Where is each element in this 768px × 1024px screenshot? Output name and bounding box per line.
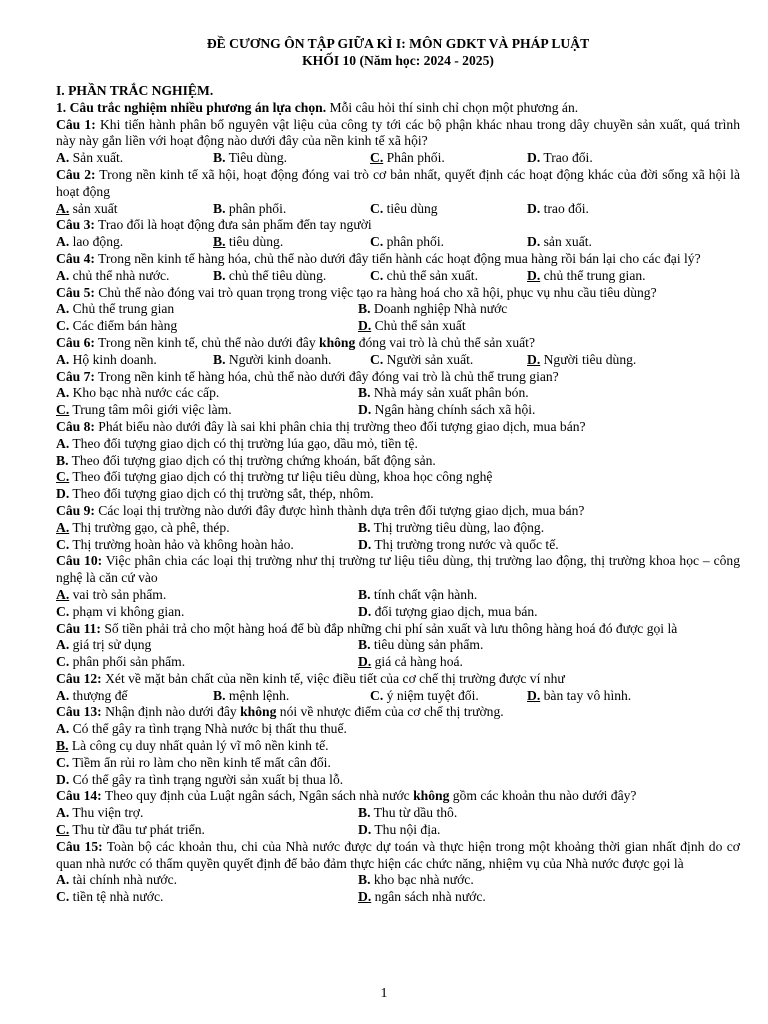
question-text xyxy=(56,167,740,201)
option-text: tiêu dùng. xyxy=(225,234,284,250)
option-text: đối tượng giao dịch, mua bán. xyxy=(371,603,538,619)
question-emphasis: không xyxy=(240,704,277,720)
option-text: Trao đổi. xyxy=(540,150,593,166)
answer-option xyxy=(527,688,631,705)
option-text: Thu từ dầu thô. xyxy=(370,805,458,821)
question-stem: gồm các khoản thu nào dưới đây? xyxy=(449,788,637,804)
option-letter: B. xyxy=(358,637,371,653)
option-letter: C. xyxy=(56,754,70,770)
answer-option xyxy=(56,604,358,621)
option-text: Kho bạc nhà nước các cấp. xyxy=(69,385,220,401)
option-letter: C. xyxy=(370,200,384,216)
answer-option-row xyxy=(56,805,740,822)
option-letter: C. xyxy=(56,469,70,485)
question-block xyxy=(56,839,740,906)
option-letter: D. xyxy=(358,654,372,670)
answer-option xyxy=(358,318,466,335)
option-text: Phân phối. xyxy=(383,150,445,166)
option-text: Thị trường gạo, cà phê, thép. xyxy=(69,519,230,535)
answer-option xyxy=(527,268,646,285)
question-stem: Phát biểu nào dưới đây là sai khi phân chia thị trường theo đối tượng giao dịch, mua bán? xyxy=(94,418,586,434)
option-text: Người kinh doanh. xyxy=(225,351,332,367)
option-letter: C. xyxy=(56,603,70,619)
option-text: Hộ kinh doanh. xyxy=(69,351,157,367)
question-text xyxy=(56,704,740,721)
answer-option xyxy=(527,201,589,218)
answer-option xyxy=(56,402,358,419)
answer-option-row xyxy=(56,604,740,621)
option-text: Các điểm bán hàng xyxy=(69,318,178,334)
question-block xyxy=(56,217,740,251)
answer-option xyxy=(56,301,358,318)
question-stem: Toàn bộ các khoản thu, chi của Nhà nước được dự toán và thực hiện trong một khoảng thời gian nhất định do cơ quan nhà nước có thẩm quyền quyết định để bảo đảm thực hiện các chức năng, nhiệm vụ của Nhà nước được gọi là xyxy=(56,838,740,871)
option-text: Chủ thể trung gian xyxy=(69,301,175,317)
option-text: Thu nội địa. xyxy=(371,822,441,838)
answer-option xyxy=(56,268,213,285)
option-letter: A. xyxy=(56,805,70,821)
option-text: Thu từ đầu tư phát triển. xyxy=(69,822,205,838)
option-letter: D. xyxy=(358,536,372,552)
option-letter: D. xyxy=(358,822,372,838)
question-block xyxy=(56,167,740,217)
option-letter: D. xyxy=(358,402,372,418)
answer-options xyxy=(56,721,740,788)
option-letter: B. xyxy=(358,586,371,602)
answer-options xyxy=(56,201,740,218)
option-letter: A. xyxy=(56,721,70,737)
question-stem: nói về nhược điểm của cơ chế thị trường. xyxy=(276,704,504,720)
question-label: Câu 15: xyxy=(56,838,103,854)
option-text: ngân sách nhà nước. xyxy=(371,889,486,905)
answer-option xyxy=(56,352,213,369)
answer-option xyxy=(56,637,358,654)
option-text: tiêu dùng xyxy=(383,200,438,216)
answer-option-row xyxy=(56,889,740,906)
option-text: Nhà máy sản xuất phân bón. xyxy=(370,385,529,401)
question-label: Câu 12: xyxy=(56,670,102,686)
answer-option xyxy=(56,469,740,486)
option-letter: B. xyxy=(213,234,226,250)
answer-option xyxy=(358,385,529,402)
answer-option xyxy=(56,738,740,755)
question-text xyxy=(56,251,740,268)
answer-option xyxy=(56,721,740,738)
answer-option xyxy=(56,755,740,772)
question-stem: Theo quy định của Luật ngân sách, Ngân sách nhà nước xyxy=(101,788,414,804)
question-stem: Trong nền kinh tế hàng hóa, chủ thể nào dưới đây đóng vai trò là chủ thể trung gian? xyxy=(94,368,559,384)
document-content xyxy=(56,35,740,906)
option-text: tiền tệ nhà nước. xyxy=(69,889,164,905)
question-emphasis: không xyxy=(319,334,356,350)
option-letter: A. xyxy=(56,687,70,703)
option-text: phân phối sản phẩm. xyxy=(69,654,186,670)
question-stem: Trong nền kinh tế, chủ thể nào dưới đây xyxy=(94,334,320,350)
option-letter: C. xyxy=(370,150,384,166)
option-text: Thu viện trợ. xyxy=(69,805,144,821)
option-text: Doanh nghiệp Nhà nước xyxy=(370,301,508,317)
option-letter: A. xyxy=(56,150,70,166)
option-text: Thị trường hoàn hảo và không hoàn hảo. xyxy=(69,536,294,552)
question-stem: Xét về mặt bản chất của nền kinh tế, việc điều tiết của cơ chế thị trường được ví như xyxy=(101,670,565,686)
question-label: Câu 8: xyxy=(56,418,95,434)
question-text xyxy=(56,217,740,234)
question-block xyxy=(56,788,740,838)
option-letter: C. xyxy=(370,267,384,283)
option-letter: A. xyxy=(56,872,70,888)
answer-options xyxy=(56,352,740,369)
question-text xyxy=(56,671,740,688)
option-letter: D. xyxy=(358,603,372,619)
answer-option xyxy=(56,872,358,889)
answer-option-row xyxy=(56,318,740,335)
option-text: tài chính nhà nước. xyxy=(69,872,178,888)
answer-option xyxy=(56,385,358,402)
answer-option xyxy=(370,234,527,251)
option-letter: B. xyxy=(213,351,226,367)
answer-option xyxy=(56,520,358,537)
question-stem: Chủ thể nào đóng vai trò quan trọng trong việc tạo ra hàng hoá cho xã hội, phục vụ nhu cầu tiêu dùng? xyxy=(94,284,657,300)
answer-option xyxy=(358,537,559,554)
option-letter: D. xyxy=(527,150,541,166)
question-block xyxy=(56,419,740,503)
question-label: Câu 11: xyxy=(56,620,101,636)
answer-option xyxy=(358,822,440,839)
answer-option xyxy=(56,318,358,335)
option-letter: B. xyxy=(213,267,226,283)
option-text: sản xuất. xyxy=(540,234,592,250)
option-letter: B. xyxy=(358,301,371,317)
answer-option xyxy=(213,201,370,218)
answer-option-row xyxy=(56,301,740,318)
answer-option xyxy=(56,688,213,705)
option-letter: B. xyxy=(56,738,69,754)
option-letter: D. xyxy=(527,200,541,216)
answer-option xyxy=(370,150,527,167)
option-letter: C. xyxy=(56,402,70,418)
answer-option xyxy=(56,889,358,906)
document-title: ĐỀ CƯƠNG ÔN TẬP GIỮA KÌ I: MÔN GDKT VÀ PHÁP LUẬT xyxy=(206,36,590,51)
answer-option xyxy=(213,352,370,369)
option-text: phân phối. xyxy=(225,200,287,216)
question-stem: Các loại thị trường nào dưới đây được hình thành dựa trên đối tượng giao dịch, mua bán? xyxy=(94,502,585,518)
option-letter: D. xyxy=(527,351,541,367)
option-text: Ngân hàng chính sách xã hội. xyxy=(371,402,536,418)
question-text xyxy=(56,503,740,520)
question-block xyxy=(56,503,740,553)
question-text xyxy=(56,285,740,302)
question-block xyxy=(56,553,740,620)
answer-option xyxy=(370,201,527,218)
question-block xyxy=(56,621,740,671)
question-block xyxy=(56,251,740,285)
question-label: Câu 14: xyxy=(56,788,102,804)
option-text: Theo đối tượng giao dịch có thị trường chứng khoán, bất động sản. xyxy=(68,452,436,468)
option-text: Sản xuất. xyxy=(69,150,124,166)
answer-options xyxy=(56,234,740,251)
answer-option xyxy=(358,654,463,671)
answer-option xyxy=(358,604,538,621)
option-text: chủ thể sản xuất. xyxy=(383,267,478,283)
option-text: ý niệm tuyệt đối. xyxy=(383,687,479,703)
option-letter: C. xyxy=(56,654,70,670)
question-stem: Nhận định nào dưới đây xyxy=(101,704,241,720)
option-text: phân phối. xyxy=(383,234,445,250)
answer-option xyxy=(56,587,358,604)
question-block xyxy=(56,117,740,167)
question-block xyxy=(56,704,740,788)
answer-option xyxy=(213,268,370,285)
answer-option xyxy=(527,352,636,369)
answer-option xyxy=(358,520,544,537)
option-text: Trung tâm môi giới việc làm. xyxy=(69,402,232,418)
answer-option-row xyxy=(56,520,740,537)
answer-option xyxy=(213,234,370,251)
part-description: Mỗi câu hỏi thí sinh chỉ chọn một phương án. xyxy=(326,99,579,115)
option-text: phạm vi không gian. xyxy=(69,603,185,619)
answer-option xyxy=(56,654,358,671)
section-heading: I. PHẦN TRẮC NGHIỆM. xyxy=(56,83,214,98)
option-text: Theo đối tượng giao dịch có thị trường lúa gạo, dầu mỏ, tiền tệ. xyxy=(69,435,418,451)
option-text: trao đổi. xyxy=(540,200,589,216)
option-letter: C. xyxy=(56,889,70,905)
option-letter: C. xyxy=(56,318,70,334)
answer-option-row xyxy=(56,637,740,654)
option-text: Tiềm ẩn rủi ro làm cho nền kinh tế mất cân đối. xyxy=(69,754,331,770)
answer-option xyxy=(56,453,740,470)
option-letter: D. xyxy=(358,318,372,334)
option-text: Theo đối tượng giao dịch có thị trường sắt, thép, nhôm. xyxy=(69,486,374,502)
question-emphasis: không xyxy=(413,788,450,804)
question-label: Câu 6: xyxy=(56,334,95,350)
option-letter: C. xyxy=(370,351,384,367)
question-stem: Việc phân chia các loại thị trường như thị trường tư liệu tiêu dùng, thị trường lao động, thị trường khoa học – công nghệ là căn cứ vào xyxy=(56,553,740,586)
question-text xyxy=(56,419,740,436)
answer-options xyxy=(56,688,740,705)
option-text: Người sản xuất. xyxy=(383,351,474,367)
option-letter: B. xyxy=(213,200,226,216)
answer-option xyxy=(56,822,358,839)
answer-option xyxy=(56,234,213,251)
answer-option xyxy=(358,872,474,889)
answer-option xyxy=(213,150,370,167)
option-letter: A. xyxy=(56,637,70,653)
option-text: Thị trường trong nước và quốc tế. xyxy=(371,536,559,552)
option-letter: A. xyxy=(56,234,70,250)
option-letter: C. xyxy=(370,687,384,703)
question-block xyxy=(56,285,740,335)
answer-option xyxy=(56,436,740,453)
question-text xyxy=(56,788,740,805)
answer-options xyxy=(56,436,740,503)
answer-option xyxy=(56,537,358,554)
option-letter: A. xyxy=(56,267,70,283)
option-text: bàn tay vô hình. xyxy=(540,687,632,703)
option-letter: A. xyxy=(56,301,70,317)
option-letter: D. xyxy=(527,234,541,250)
question-label: Câu 1: xyxy=(56,116,96,132)
option-letter: D. xyxy=(358,889,372,905)
option-letter: A. xyxy=(56,385,70,401)
question-stem: Trong nền kinh tế xã hội, hoạt động đóng vai trò cơ bản nhất, quyết định các hoạt động khác của đời sống xã hội là hoạt động xyxy=(56,166,740,199)
question-block xyxy=(56,369,740,419)
answer-option xyxy=(370,268,527,285)
answer-option-row xyxy=(56,385,740,402)
question-label: Câu 5: xyxy=(56,284,95,300)
answer-option xyxy=(358,637,483,654)
option-text: sản xuất xyxy=(69,200,118,216)
question-stem: đóng vai trò là chủ thể sản xuất? xyxy=(355,334,535,350)
option-letter: A. xyxy=(56,519,70,535)
question-label: Câu 2: xyxy=(56,166,96,182)
question-list xyxy=(56,117,740,906)
option-letter: D. xyxy=(56,771,70,787)
answer-option xyxy=(527,234,592,251)
option-text: Thị trường tiêu dùng, lao động. xyxy=(370,519,545,535)
option-text: Chủ thể sản xuất xyxy=(371,318,466,334)
question-text xyxy=(56,369,740,386)
question-block xyxy=(56,671,740,705)
option-text: chủ thể nhà nước. xyxy=(69,267,170,283)
option-letter: B. xyxy=(213,150,226,166)
option-letter: A. xyxy=(56,200,70,216)
question-label: Câu 13: xyxy=(56,704,102,720)
answer-option xyxy=(358,587,477,604)
option-text: chủ thể tiêu dùng. xyxy=(225,267,327,283)
part-label: 1. Câu trắc nghiệm nhiều phương án lựa chọn. xyxy=(56,99,327,115)
option-text: tính chất vận hành. xyxy=(370,586,478,602)
option-letter: A. xyxy=(56,586,70,602)
question-text xyxy=(56,839,740,873)
option-letter: B. xyxy=(358,385,371,401)
question-label: Câu 10: xyxy=(56,553,103,569)
question-label: Câu 7: xyxy=(56,368,95,384)
answer-option xyxy=(56,201,213,218)
answer-option xyxy=(56,486,740,503)
option-letter: D. xyxy=(56,486,70,502)
option-text: kho bạc nhà nước. xyxy=(370,872,474,888)
question-label: Câu 9: xyxy=(56,502,95,518)
answer-options xyxy=(56,150,740,167)
option-letter: D. xyxy=(527,687,541,703)
answer-option xyxy=(370,352,527,369)
option-text: giá trị sử dụng xyxy=(69,637,152,653)
option-text: Là công cụ duy nhất quản lý vĩ mô nền kinh tế. xyxy=(68,738,329,754)
question-label: Câu 3: xyxy=(56,217,95,233)
question-stem: Trong nền kinh tế hàng hóa, chủ thể nào dưới đây tiến hành các hoạt động mua hàng rồi bán lại cho các đại lý? xyxy=(94,250,701,266)
option-text: thượng đế xyxy=(69,687,128,703)
answer-option xyxy=(358,301,507,318)
option-letter: C. xyxy=(370,234,384,250)
part-intro xyxy=(56,100,740,117)
option-letter: B. xyxy=(358,805,371,821)
question-stem: Số tiền phải trả cho một hàng hoá để bù đắp những chi phí sản xuất và lưu thông hàng hoá đó được gọi là xyxy=(100,620,678,636)
page-number: 1 xyxy=(380,986,388,1001)
option-letter: D. xyxy=(527,267,541,283)
option-letter: A. xyxy=(56,351,70,367)
answer-option xyxy=(527,150,593,167)
answer-option xyxy=(56,805,358,822)
answer-option xyxy=(358,889,486,906)
answer-option xyxy=(358,402,535,419)
option-text: tiêu dùng sản phẩm. xyxy=(370,637,484,653)
answer-option-row xyxy=(56,537,740,554)
option-text: Tiêu dùng. xyxy=(225,150,288,166)
question-text xyxy=(56,621,740,638)
answer-option-row xyxy=(56,654,740,671)
question-text xyxy=(56,335,740,352)
answer-option xyxy=(213,688,370,705)
option-letter: B. xyxy=(358,519,371,535)
answer-option-row xyxy=(56,402,740,419)
answer-option xyxy=(56,772,740,789)
question-stem: Trao đổi là hoạt động đưa sản phẩm đến tay người xyxy=(94,217,372,233)
answer-option xyxy=(358,805,457,822)
option-text: lao động. xyxy=(69,234,124,250)
option-text: giá cả hàng hoá. xyxy=(371,654,463,670)
answer-options xyxy=(56,268,740,285)
question-stem: Khi tiến hành phân bố nguyên vật liệu của công ty tới các bộ phận khác nhau trong dây chuyền sản xuất, quá trình này này gắn liền với hoạt động nào dưới đây của nền kinh tế xã hội? xyxy=(56,116,740,149)
answer-option-row xyxy=(56,822,740,839)
question-block xyxy=(56,335,740,369)
answer-option xyxy=(370,688,527,705)
option-letter: B. xyxy=(358,872,371,888)
option-text: vai trò sản phẩm. xyxy=(69,586,167,602)
answer-option-row xyxy=(56,872,740,889)
question-text xyxy=(56,553,740,587)
option-letter: C. xyxy=(56,536,70,552)
option-letter: B. xyxy=(56,452,69,468)
question-label: Câu 4: xyxy=(56,250,95,266)
option-text: mệnh lệnh. xyxy=(225,687,290,703)
option-text: Có thể gây ra tình trạng Nhà nước bị thất thu thuế. xyxy=(69,721,347,737)
option-text: Người tiêu dùng. xyxy=(540,351,637,367)
option-text: Theo đối tượng giao dịch có thị trường tư liệu tiêu dùng, khoa học công nghệ xyxy=(69,469,493,485)
answer-option-row xyxy=(56,587,740,604)
question-text xyxy=(56,117,740,151)
document-subtitle: KHỐI 10 (Năm học: 2024 - 2025) xyxy=(302,53,494,68)
option-text: Có thể gây ra tình trạng người sản xuất bị thua lỗ. xyxy=(69,771,344,787)
option-text: chủ thể trung gian. xyxy=(540,267,646,283)
option-letter: C. xyxy=(56,822,70,838)
option-letter: B. xyxy=(213,687,226,703)
answer-option xyxy=(56,150,213,167)
option-letter: A. xyxy=(56,435,70,451)
